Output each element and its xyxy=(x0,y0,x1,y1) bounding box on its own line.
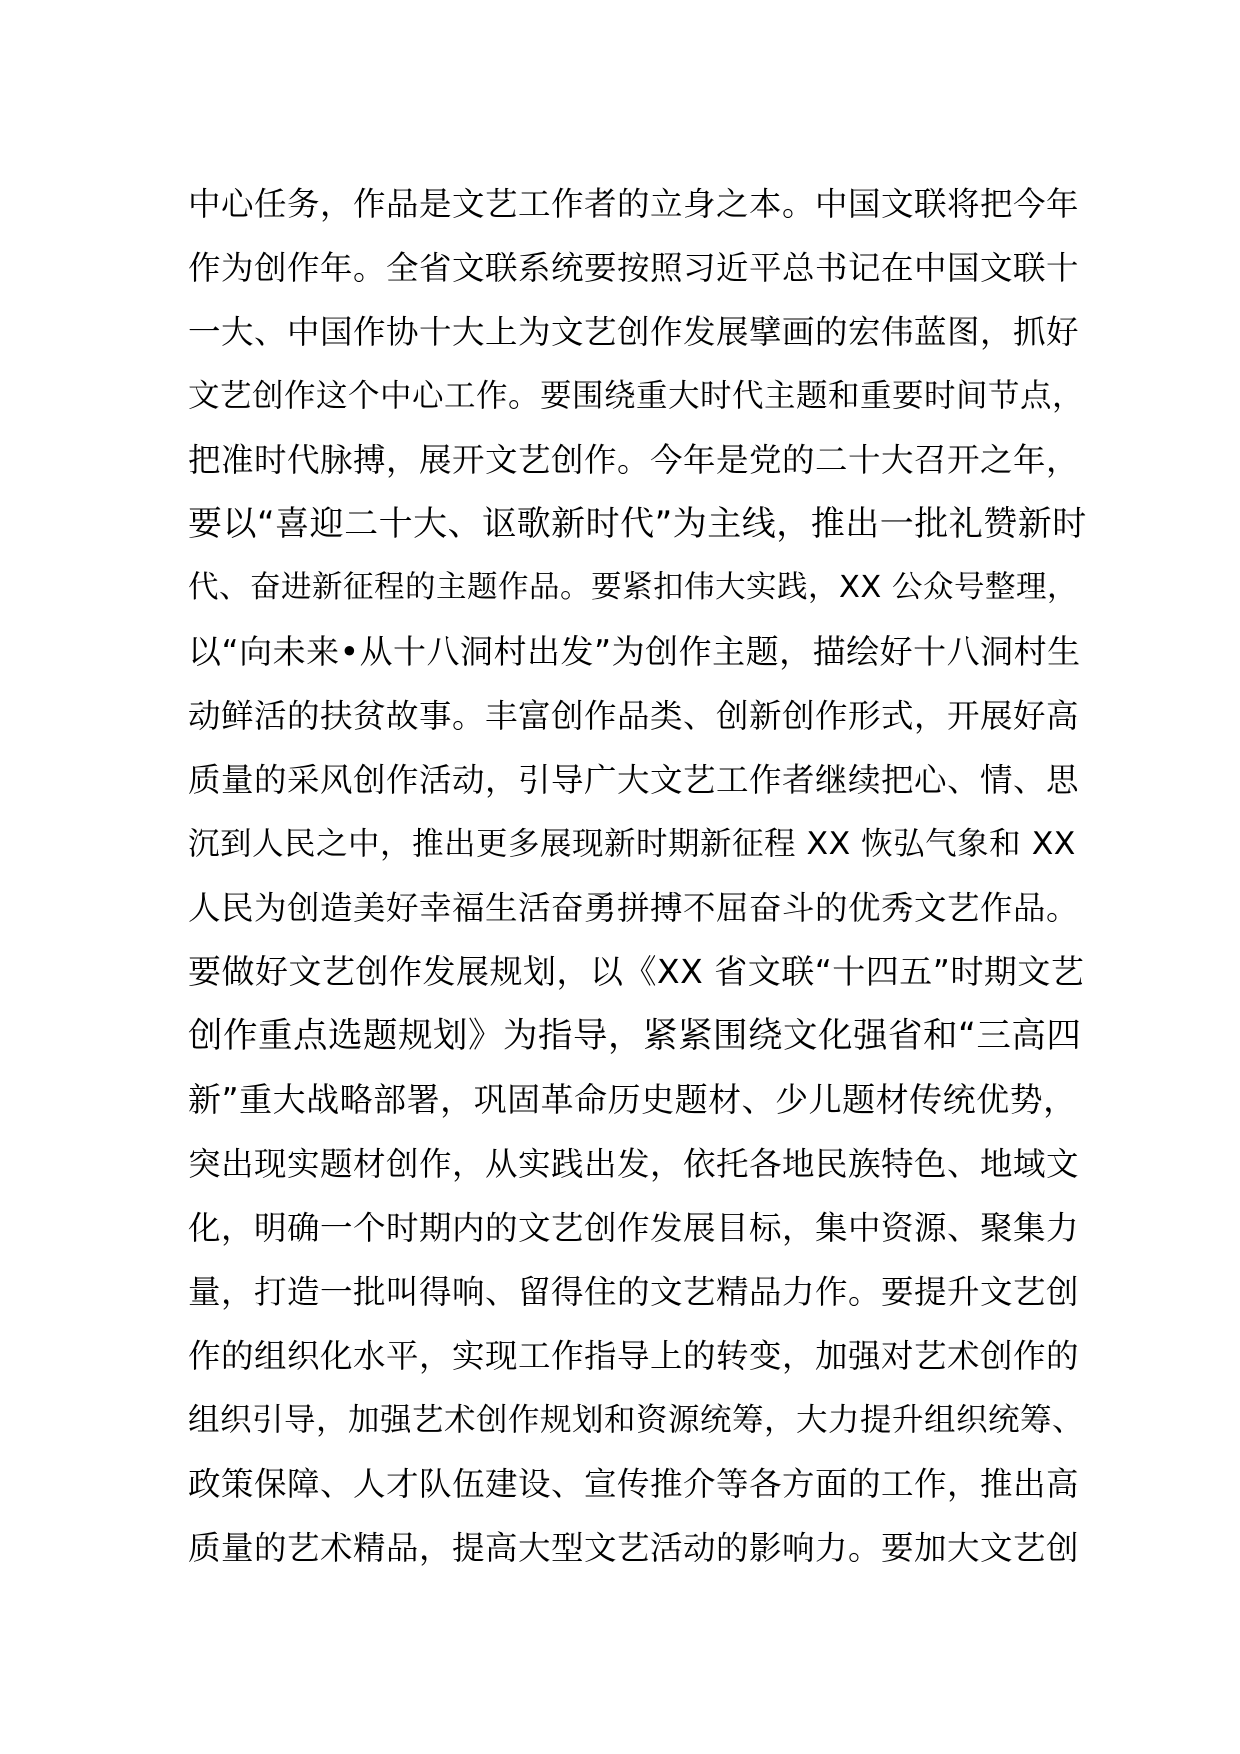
text-line: 质量的艺术精品，提高大型文艺活动的影响力。要加大文艺创 xyxy=(188,1529,1080,1567)
text-line: 把准时代脉搏，展开文艺创作。今年是党的二十大召开之年， xyxy=(188,441,1080,479)
text-line: 新”重大战略部署，巩固革命历史题材、少儿题材传统优势， xyxy=(188,1080,1077,1119)
text-line: 要以“喜迎二十大、讴歌新时代”为主线，推出一批礼赞新时 xyxy=(188,504,1087,544)
text-line: 以“向未来•从十八洞村出发”为创作主题，描绘好十八洞村生 xyxy=(188,632,1081,671)
text-line: 创作重点选题规划》为指导，紧紧围绕文化强省和“三高四 xyxy=(188,1016,1082,1056)
text-line: 政策保障、人才队伍建设、宣传推介等各方面的工作，推出高 xyxy=(188,1465,1080,1503)
text-line: 中心任务，作品是文艺工作者的立身之本。中国文联将把今年 xyxy=(188,185,1080,223)
text-line: 作的组织化水平，实现工作指导上的转变，加强对艺术创作的 xyxy=(188,1337,1080,1375)
text-line: 沉到人民之中，推出更多展现新时期新征程 XX 恢弘气象和 XX xyxy=(188,826,1076,862)
body-paragraph xyxy=(188,172,1088,1580)
text-line: 文艺创作这个中心工作。要围绕重大时代主题和重要时间节点， xyxy=(188,378,1085,414)
text-line: 作为创作年。全省文联系统要按照习近平总书记在中国文联十 xyxy=(188,249,1080,287)
text-line: 量，打造一批叫得响、留得住的文艺精品力作。要提升文艺创 xyxy=(188,1273,1080,1311)
text-line: 组织引导，加强艺术创作规划和资源统筹，大力提升组织统筹、 xyxy=(188,1402,1085,1438)
text-line: 人民为创造美好幸福生活奋勇拼搏不屈奋斗的优秀文艺作品。 xyxy=(188,889,1080,927)
text-line: 突出现实题材创作，从实践出发，依托各地民族特色、地域文 xyxy=(188,1145,1080,1183)
text-line: 质量的采风创作活动，引导广大文艺工作者继续把心、情、思 xyxy=(188,761,1080,799)
text-line: 一大、中国作协十大上为文艺创作发展擘画的宏伟蓝图，抓好 xyxy=(188,313,1080,351)
text-line: 动鲜活的扶贫故事。丰富创作品类、创新创作形式，开展好高 xyxy=(188,697,1080,735)
text-line: 要做好文艺创作发展规划，以《XX 省文联“十四五”时期文艺 xyxy=(188,952,1085,991)
text-line: 代、奋进新征程的主题作品。要紧扣伟大实践，XX 公众号整理， xyxy=(188,570,1078,605)
text-line: 化，明确一个时期内的文艺创作发展目标，集中资源、聚集力 xyxy=(188,1209,1080,1247)
